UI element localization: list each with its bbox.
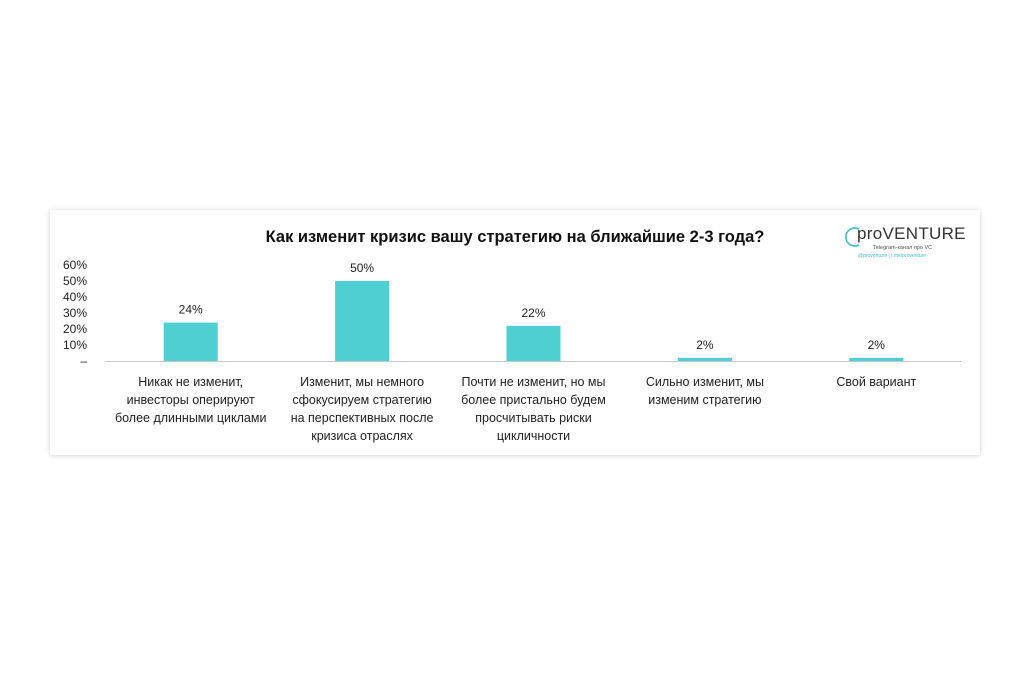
data-label: 22% bbox=[521, 305, 546, 320]
data-label: 24% bbox=[178, 302, 203, 317]
x-category-label bbox=[277, 373, 447, 445]
y-tick-label: 30% bbox=[62, 306, 87, 320]
x-category-label-line: на перспективных после bbox=[290, 411, 434, 425]
x-category-label-line: более длинными циклами bbox=[114, 411, 267, 425]
bar bbox=[335, 281, 389, 361]
y-tick-label: 10% bbox=[62, 338, 87, 352]
x-category-label-line: просчитывать риски bbox=[475, 411, 592, 425]
x-category-label bbox=[791, 373, 961, 391]
x-category-label-line: Сильно изменит, мы bbox=[645, 375, 764, 389]
data-label: 2% bbox=[696, 337, 714, 352]
x-category-label-line: изменим стратегию bbox=[648, 393, 762, 407]
x-category-label-line: более пристально будем bbox=[461, 393, 606, 407]
x-category-label-line: Свой вариант bbox=[836, 375, 917, 389]
x-category-label-line: цикличности bbox=[496, 429, 571, 443]
y-tick-label: 20% bbox=[62, 322, 87, 336]
data-label: 2% bbox=[867, 337, 885, 352]
y-tick-label: 50% bbox=[62, 274, 87, 288]
x-category-label-line: сфокусируем стратегию bbox=[292, 393, 432, 407]
bar bbox=[678, 358, 732, 361]
data-label: 50% bbox=[350, 261, 375, 275]
x-category-label-line: кризиса отраслях bbox=[311, 429, 413, 443]
y-tick-label: 40% bbox=[62, 290, 87, 304]
chart-title: Как изменит кризис вашу стратегию на ближайшие 2-3 года? bbox=[265, 228, 765, 246]
x-category-label bbox=[449, 373, 619, 445]
bar bbox=[849, 358, 903, 361]
bar bbox=[164, 323, 218, 361]
x-category-label-line: инвесторы оперируют bbox=[126, 393, 255, 407]
logo-wordmark: proVENTURE bbox=[857, 224, 966, 243]
y-tick-label: – bbox=[80, 354, 87, 368]
x-category-label-line: Никак не изменит, bbox=[138, 375, 244, 389]
x-category-label-line: Изменит, мы немного bbox=[300, 375, 425, 389]
y-tick-label: 60% bbox=[62, 258, 87, 272]
logo-links: @proventure | t.me/proventure bbox=[858, 253, 927, 259]
x-category-label-line: Почти не изменит, но мы bbox=[461, 375, 606, 389]
logo-subtitle: Telegram-канал про VC bbox=[873, 245, 933, 251]
bar bbox=[507, 326, 561, 361]
x-category-label bbox=[620, 373, 790, 409]
chart-card bbox=[50, 210, 980, 455]
x-category-label bbox=[106, 373, 276, 427]
